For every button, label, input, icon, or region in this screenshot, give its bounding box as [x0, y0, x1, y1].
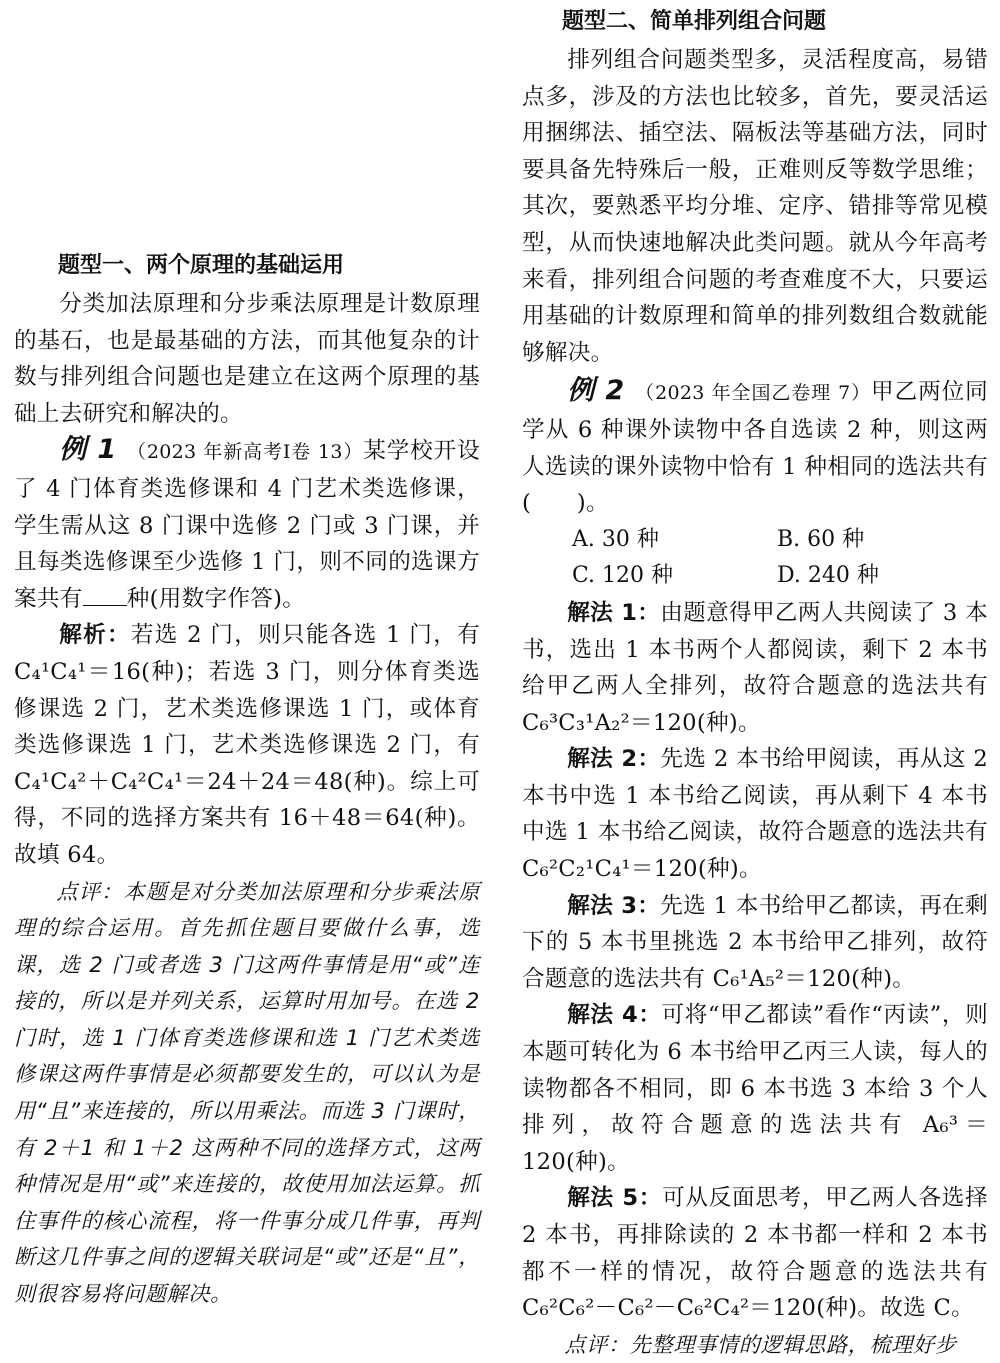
- example-2: [522, 373, 988, 521]
- example-1-source: （2023 年新高考Ⅰ卷 13）: [126, 441, 364, 464]
- left-column: [14, 248, 480, 1313]
- section-heading-1: 题型一、两个原理的基础运用: [58, 253, 345, 278]
- solution-4-text: 可将“甲乙都读”看作“丙读”，则本题可转化为 6 本书给甲乙丙三人读，每人的读物都各不相同，即 6 本书选 3 本给 3 个人排列，故符合题意的选法共有 A₆³＝120(种)。: [522, 1002, 988, 1175]
- comment-2-label: 点评：: [564, 1331, 630, 1357]
- solution-2: [522, 741, 988, 887]
- solution-3-label: 解法 3：: [567, 892, 661, 919]
- answer-blank: [83, 585, 127, 606]
- option-b: B. 60 种: [777, 526, 865, 552]
- option-d: D. 240 种: [777, 563, 879, 589]
- example-2-comment: [522, 1327, 988, 1363]
- solution-5-label: 解法 5：: [567, 1185, 663, 1212]
- analysis-text: 若选 2 门，则只能各选 1 门，有 C₄¹C₄¹＝16(种)；若选 3 门，则分体育类选修课选 2 门，艺术类选修课选 1 门，或体育类选修课选 1 门，艺术类选修课选 2 门，有 C₄¹C₄²＋C₄²C₄¹＝24＋24＝48(种)。综上可得，不同的选择方案共有 16＋48＝64(种)。故填 64。: [14, 622, 480, 868]
- option-a: A. 30 种: [572, 526, 659, 552]
- example-1-analysis: [14, 617, 480, 873]
- section-2-intro: 排列组合问题类型多，灵活程度高，易错点多，涉及的方法也比较多，首先，要灵活运用捆绑法、插空法、隔板法等基础方法，同时要具备先特殊后一般，正难则反等数学思维；其次，要熟悉平均分堆、定序、错排等常见模型，从而快速地解决此类问题。就从今年高考来看，排列组合问题的考查难度不大，只要运用基础的计数原理和简单的排列数组合数就能够解决。: [522, 47, 988, 366]
- example-2-source: （2023 年全国乙卷理 7）: [634, 382, 872, 405]
- analysis-label: 解析：: [59, 622, 131, 649]
- solution-5-text: 可从反面思考，甲乙两人各选择 2 本书，再排除读的 2 本书都一样和 2 本书都不一样的情况，故符合题意的选法共有 C₆²C₆²－C₆²－C₆²C₄²＝120(种)。故选 C。: [522, 1185, 988, 1322]
- comment-2-text: 先整理事情的逻辑思路，梳理好步: [629, 1331, 957, 1357]
- solution-1-label: 解法 1：: [567, 599, 661, 626]
- solution-1-text: 由题意得甲乙两人共阅读了 3 本书，选出 1 本书两个人都阅读，剩下 2 本书给甲乙两人全排列，故符合题意的选法共有 C₆³C₃¹A₂²＝120(种)。: [522, 599, 988, 736]
- solution-2-text: 先选 2 本书给甲阅读，再从这 2 本书中选 1 本书给乙阅读，再从剩下 4 本书中选 1 本书给乙阅读，故符合题意的选法共有 C₆²C₂¹C₄¹＝120(种)。: [522, 746, 988, 883]
- solution-5: [522, 1180, 988, 1326]
- example-2-options: [522, 522, 988, 595]
- solution-3: [522, 888, 988, 998]
- section-heading-2: 题型二、简单排列组合问题: [562, 9, 827, 34]
- solution-1: [522, 595, 988, 741]
- option-c: C. 120 种: [572, 563, 674, 589]
- example-1: [14, 432, 480, 617]
- example-1-question-b: 种(用数字作答)。: [126, 585, 306, 612]
- example-2-label: 例 2: [567, 375, 625, 407]
- solution-2-label: 解法 2：: [567, 746, 661, 773]
- solution-4-label: 解法 4：: [567, 1002, 662, 1029]
- solution-4: [522, 997, 988, 1180]
- section-1-intro: 分类加法原理和分步乘法原理是计数原理的基石，也是最基础的方法，而其他复杂的计数与排列组合问题也是建立在这两个原理的基础上去研究和解决的。: [14, 291, 480, 427]
- example-1-comment: [14, 874, 480, 1313]
- right-column: [522, 4, 988, 1363]
- example-1-question-a: 某学校开设了 4 门体育类选修课和 4 门艺术类选修课，学生需从这 8 门课中选修 2 门或 3 门课，并且每类选修课至少选修 1 门，则不同的选课方案共有: [14, 438, 480, 612]
- solution-3-text: 先选 1 本书给甲乙都读，再在剩下的 5 本书里挑选 2 本书给甲乙排列，故符合题意的选法共有 C₆¹A₅²＝120(种)。: [522, 892, 988, 992]
- comment-label: 点评：: [56, 878, 124, 904]
- comment-text: 本题是对分类加法原理和分步乘法原理的综合运用。首先抓住题目要做什么事，选课，选 2 门或者选 3 门这两件事情是用“或”连接的，所以是并列关系，运算时用加号。在选 2 门时，选 1 门体育类选修课和选 1 门艺术类选修课这两件事情是必须都要发生的，可以认为是用“且”来连接的，所以用乘法。而选 3 门课时，有 2＋1 和 1＋2 这两种不同的选择方式，这两种情况是用“或”来连接的，故使用加法运算。抓住事件的核心流程，将一件事分成几件事，再判断这几件事之间的逻辑关联词是“或”还是“且”，则很容易将问题解决。: [14, 878, 480, 1307]
- example-1-label: 例 1: [59, 434, 117, 466]
- example-2-question: 甲乙两位同学从 6 种课外读物中各自选读 2 种，则这两人选读的课外读物中恰有 1 种相同的选法共有( )。: [522, 379, 989, 517]
